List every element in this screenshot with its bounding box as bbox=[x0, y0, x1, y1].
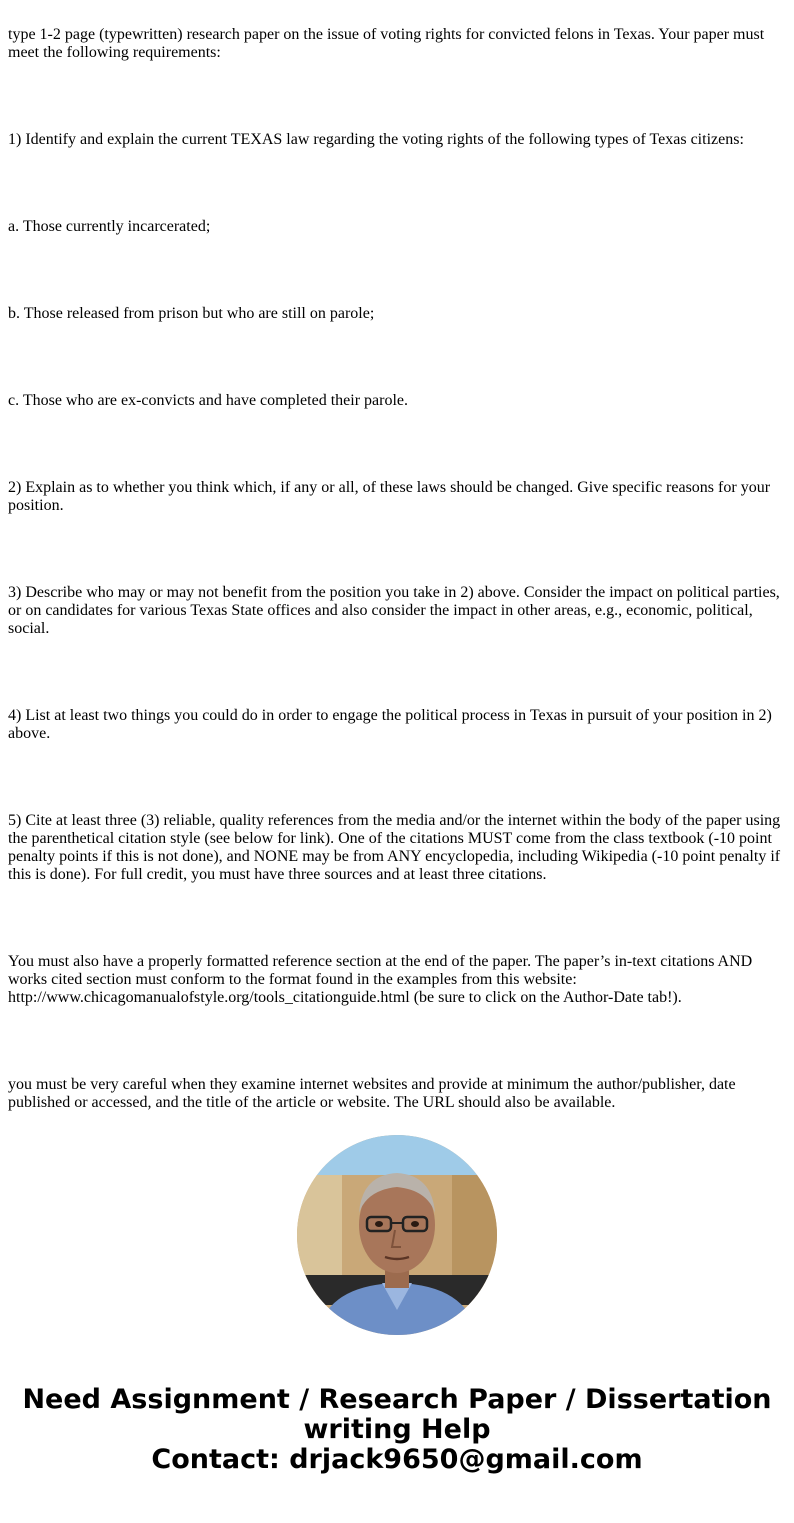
avatar-portrait-image bbox=[297, 1135, 497, 1335]
avatar-container bbox=[0, 1135, 794, 1335]
contact-footer bbox=[0, 1385, 794, 1475]
requirement-5: 5) Cite at least three (3) reliable, quality references from the media and/or the internet within the body of the paper using the parenthetical citation style (see below for link). One of the citations MUST come from the class textbook (-10 point penalty points if this is not done), and NONE may be from ANY encyclopedia, including Wikipedia (-10 point penalty if this is done). For full credit, you must have three sources and at least three citations. bbox=[8, 812, 781, 883]
help-banner-text: Need Assignment / Research Paper / Dissertation writing Help bbox=[22, 1384, 772, 1445]
requirement-4: 4) List at least two things you could do in order to engage the political process in Texas in pursuit of your position in 2) above. bbox=[8, 707, 772, 742]
requirement-1b: b. Those released from prison but who are still on parole; bbox=[8, 305, 375, 322]
reference-section-note: You must also have a properly formatted reference section at the end of the paper. The paper’s in-text citations AND works cited section must conform to the format found in the examples from this website: http://www.chicagomanualofstyle.org/tools_citationguide.html (be sure to click on the Author-Date tab!). bbox=[8, 953, 753, 1006]
requirement-1a: a. Those currently incarcerated; bbox=[8, 218, 211, 235]
contact-email-text: Contact: drjack9650@gmail.com bbox=[151, 1444, 643, 1475]
website-note: you must be very careful when they examine internet websites and provide at minimum the author/publisher, date published or accessed, and the title of the article or website. The URL should also be available. bbox=[8, 1076, 736, 1111]
requirement-2: 2) Explain as to whether you think which, if any or all, of these laws should be changed. Give specific reasons for your position. bbox=[8, 479, 771, 514]
requirement-1c: c. Those who are ex-convicts and have completed their parole. bbox=[8, 392, 408, 409]
intro-paragraph: type 1-2 page (typewritten) research paper on the issue of voting rights for convicted felons in Texas. Your paper must meet the following requirements: bbox=[8, 26, 765, 61]
avatar bbox=[297, 1135, 497, 1335]
requirement-1: 1) Identify and explain the current TEXAS law regarding the voting rights of the following types of Texas citizens: bbox=[8, 131, 744, 148]
requirement-3: 3) Describe who may or may not benefit from the position you take in 2) above. Consider the impact on political parties, or on candidates for various Texas State offices and also consider the impact in other areas, e.g., economic, political, social. bbox=[8, 584, 780, 637]
